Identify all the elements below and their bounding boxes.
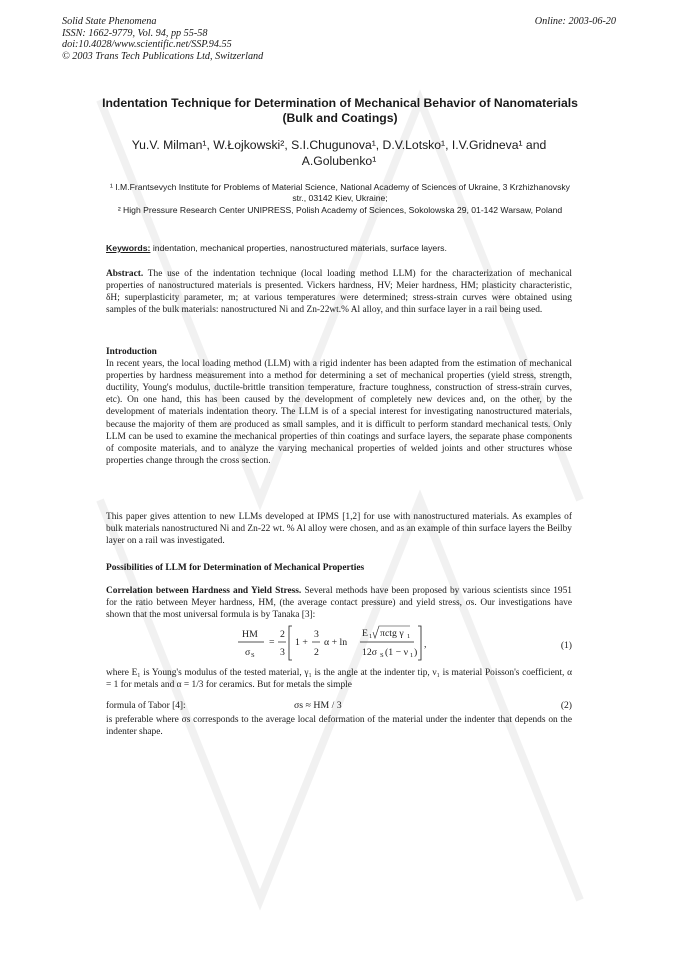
svg-text:E: E xyxy=(362,628,368,639)
svg-text:3: 3 xyxy=(280,647,285,658)
svg-text:=: = xyxy=(269,637,275,648)
correlation-paragraph xyxy=(106,585,572,621)
tabor-formula-intro: formula of Tabor [4]: xyxy=(106,701,186,711)
section-heading-llm xyxy=(106,562,572,574)
introduction xyxy=(106,346,572,467)
svg-text:1 +: 1 + xyxy=(295,637,308,648)
journal-name: Solid State Phenomena xyxy=(62,16,157,27)
svg-text:1: 1 xyxy=(407,633,411,640)
svg-text:2: 2 xyxy=(280,629,285,640)
svg-text:α + ln: α + ln xyxy=(324,637,348,648)
svg-text:σ: σ xyxy=(245,647,251,658)
doi-line: doi:10.4028/www.scientific.net/SSP.94.55 xyxy=(62,39,232,51)
equation-1-number: (1) xyxy=(560,640,572,651)
svg-text:S: S xyxy=(251,652,255,659)
svg-text:1: 1 xyxy=(410,652,414,659)
equation-explanation: where E₁ is Young's modulus of the tested material, γ₁ is the angle at the indenter tip, ν₁ is material Poisson's coefficient, α = 1 for metals and α = 1/3 for ceramics. But for metals the simple xyxy=(106,668,572,691)
equation-2-number: (2) xyxy=(560,700,572,711)
abstract xyxy=(106,268,572,316)
affiliations xyxy=(110,182,570,216)
keywords-text: indentation, mechanical properties, nanostructured materials, surface layers. xyxy=(150,243,447,253)
issn-line: ISSN: 1662-9779, Vol. 94, pp 55-58 xyxy=(62,27,208,39)
abstract-text: The use of the indentation technique (local loading method LLM) for the characterization of mechanical properties of nanostructured materials is presented. Vickers hardness, HV; Meier hardness, HM; plasticity characteristic, δH; superplasticity parameter, m; at various temperatures were determined; stress-strain curves were obtained using samples of the bulk materials: nanostructured Ni and Zn-22wt.% Al alloy, and thin surface layer in a rail being used. xyxy=(106,269,572,316)
author-list: Yu.V. Milman¹, W.Łojkowski², S.I.Chugunova¹, D.V.Lotsko¹, I.V.Gridneva¹ and A.Golubenko¹ xyxy=(131,138,547,168)
online-date: Online: 2003-06-20 xyxy=(534,16,616,27)
svg-text:12σ: 12σ xyxy=(362,647,378,658)
svg-text:,: , xyxy=(424,639,427,650)
introduction-paragraph-2: This paper gives attention to new LLMs developed at IPMS [1,2] for use with nanostructured materials. As examples of bulk materials nanostructured Ni and Zn-22 wt. % Al alloy were chosen, and as an example of thin surface layers the Beilby layer on a rail was investigated. xyxy=(106,512,572,547)
svg-text:1: 1 xyxy=(369,633,373,640)
keywords xyxy=(106,243,572,253)
svg-text:πctg γ: πctg γ xyxy=(380,628,404,639)
keywords-label: Keywords: xyxy=(106,243,151,253)
svg-text:2: 2 xyxy=(314,647,319,658)
svg-text:(1 − ν: (1 − ν xyxy=(385,647,409,658)
correlation-text: Several methods have been proposed by various scientists since 1951 for the ratio between Meyer hardness, HM, (the average contact pressure) and yield stress, σs. Our investigations have shown that the most universal formula is by Tanaka [3]: xyxy=(106,586,572,621)
affiliation-2: ² High Pressure Research Center UNIPRESS, Polish Academy of Sciences, Sokolowska 29, 01-142 Warsaw, Poland xyxy=(117,204,563,215)
abstract-label: Abstract. xyxy=(106,269,144,279)
svg-text:HM: HM xyxy=(242,629,258,640)
introduction-heading: Introduction xyxy=(106,347,157,357)
introduction-paragraph-1: In recent years, the local loading method (LLM) with a rigid indenter has been adapted from the estimation of mechanical properties by hardness measurement into a method for determining a set of mechanical properties (yield stress, strength, ductility, Young's modulus, ductile-brittle transition temperature, fracture toughness, construction of stress-strain curves, etc). On one hand, this has been caused by the development of completely new devices and, on the other, by the development of materials indentation theory. The LLM is of a special interest for investigating nanostructured materials, because the majority of them are produced as small samples, and it is difficult to perform standard mechanical tests. Only LLM can be used to examine the mechanical properties of thin coatings and surface layers, the separate phase components of composite materials, and to analyze the varying mechanical properties of welded joints and other structures whose properties change through the cross section. xyxy=(106,359,572,466)
svg-text:3: 3 xyxy=(314,629,319,640)
affiliation-1: ¹ I.M.Frantsevych Institute for Problems of Material Science, National Academy of Sciences of Ukraine, 3 Krzhizhanovsky str., 03142 Kiev, Ukraine; xyxy=(110,182,570,204)
closing-paragraph: is preferable where σs corresponds to the average local deformation of the material under the indenter that depends on the indenter shape. xyxy=(106,715,572,738)
paper-title: Indentation Technique for Determination of Mechanical Behavior of Nanomaterials (Bulk and Coatings) xyxy=(102,96,578,125)
svg-text:): ) xyxy=(414,647,418,658)
section-heading: Possibilities of LLM for Determination of Mechanical Properties xyxy=(106,563,365,573)
journal-header xyxy=(62,16,263,62)
subsection-label: Correlation between Hardness and Yield Stress. xyxy=(106,586,302,596)
equation-2: σs ≈ HM / 3 xyxy=(294,700,342,711)
copyright-line: © 2003 Trans Tech Publications Ltd, Switzerland xyxy=(62,50,264,62)
equation-1 xyxy=(232,622,432,664)
svg-text:S: S xyxy=(380,652,384,659)
